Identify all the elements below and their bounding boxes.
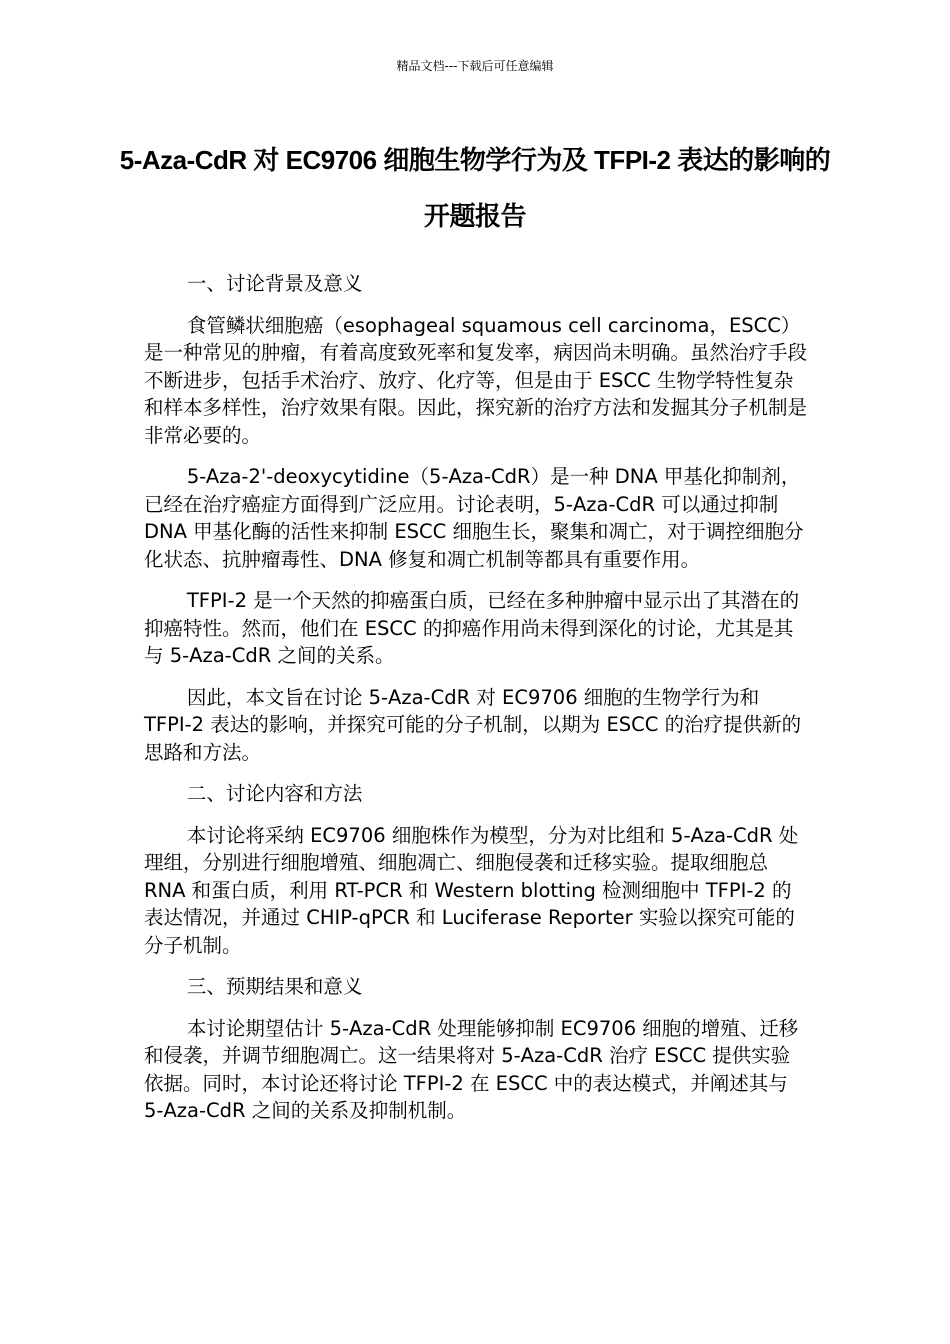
section-heading-expected-results: 三、预期结果和意义 <box>186 975 363 998</box>
paragraph-5-aza-cdr: 5-Aza-2'-deoxycytidine（5-Aza-CdR）是一种 DNA 甲基化抑制剂，已经在治疗癌症方面得到广泛应用。讨论表明，5-Aza-CdR 可以通过抑制 DNA 甲基化酶的活性来抑制 ESCC 细胞生长，聚集和凋亡，对于调控细胞分化状态、抗肿瘤毒性、DNA 修复和凋亡机制等都具有重要作用。 <box>144 465 804 571</box>
paragraph-escc-intro: 食管鳞状细胞癌（esophageal squamous cell carcinoma，ESCC）是一种常见的肿瘤，有着高度致死率和复发率，病因尚未明确。虽然治疗手段不断进步，包括手术治疗、放疗、化疗等，但是由于 ESCC 生物学特性复杂和样本多样性，治疗效果有限。因此，探究新的治疗方法和发掘其分子机制是非常必要的。 <box>144 313 808 447</box>
document-title: 5-Aza-CdR 对 EC9706 细胞生物学行为及 TFPI-2 表达的影响的开题报告 <box>119 145 831 231</box>
page-header-note: 精品文档---下载后可任意编辑 <box>396 59 554 73</box>
section-heading-methods: 二、讨论内容和方法 <box>186 782 363 805</box>
paragraph-tfpi-2: TFPI-2 是一个天然的抑癌蛋白质，已经在多种肿瘤中显示出了其潜在的抑癌特性。然而，他们在 ESCC 的抑癌作用尚未得到深化的讨论，尤其是其与 5-Aza-CdR 之间的关系。 <box>144 589 800 667</box>
document-body <box>144 270 808 1139</box>
paragraph-aim: 因此，本文旨在讨论 5-Aza-CdR 对 EC9706 细胞的生物学行为和 TFPI-2 表达的影响，并探究可能的分子机制，以期为 ESCC 的治疗提供新的思路和方法。 <box>144 685 802 764</box>
paragraph-methods: 本讨论将采纳 EC9706 细胞株作为模型，分为对比组和 5-Aza-CdR 处理组，分别进行细胞增殖、细胞凋亡、细胞侵袭和迁移实验。提取细胞总 RNA 和蛋白质，利用 RT-PCR 和 Western blotting 检测细胞中 TFPI-2 的表达情况，并通过 CHIP-qPCR 和 Luciferase Reporter 实验以探究可能的分子机制。 <box>144 823 799 957</box>
section-heading-background: 一、讨论背景及意义 <box>186 272 363 295</box>
paragraph-expected-results: 本讨论期望估计 5-Aza-CdR 处理能够抑制 EC9706 细胞的增殖、迁移和侵袭，并调节细胞凋亡。这一结果将对 5-Aza-CdR 治疗 ESCC 提供实验依据。同时，本讨论还将讨论 TFPI-2 在 ESCC 中的表达模式，并阐述其与 5-Aza-CdR 之间的关系及抑制机制。 <box>144 1016 799 1122</box>
